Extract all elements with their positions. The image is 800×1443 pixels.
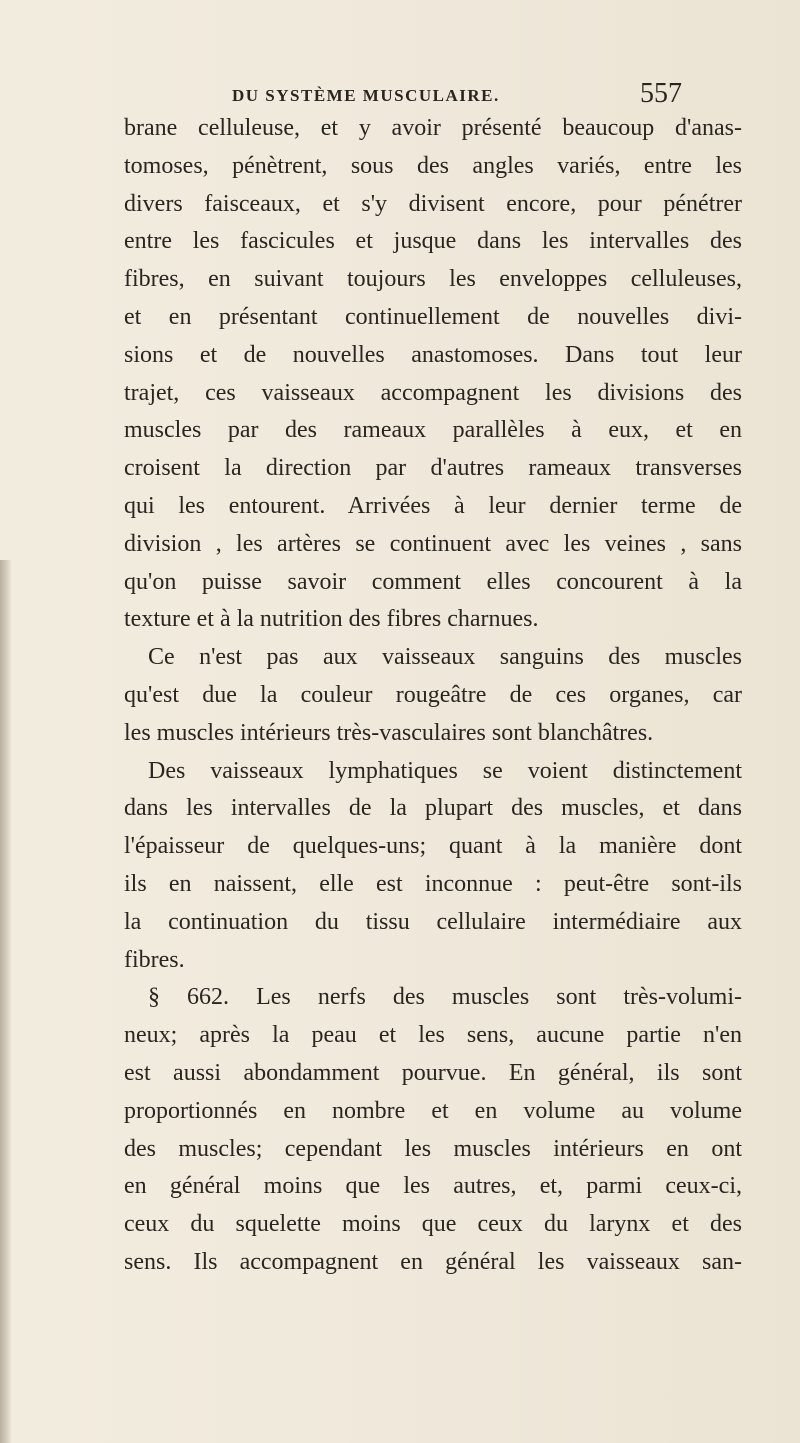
text-line: tomoses, pénètrent, sous des angles variés, entre les bbox=[124, 152, 742, 179]
text-line: muscles par des rameaux parallèles à eux, et en bbox=[124, 417, 742, 444]
section-start-line: § 662. Les nerfs des muscles sont très-volumi- bbox=[148, 984, 742, 1011]
paragraph-start-line: Ce n'est pas aux vaisseaux sanguins des muscles bbox=[148, 644, 742, 671]
text-line: des muscles; cependant les muscles intérieurs en ont bbox=[124, 1135, 742, 1162]
text-line: dans les intervalles de la plupart des muscles, et dans bbox=[124, 795, 742, 822]
text-line: l'épaisseur de quelques-uns; quant à la manière dont bbox=[124, 833, 742, 860]
text-line: neux; après la peau et les sens, aucune partie n'en bbox=[124, 1022, 742, 1049]
text-line: sens. Ils accompagnent en général les vaisseaux san- bbox=[124, 1248, 742, 1275]
page-number: 557 bbox=[640, 78, 682, 109]
text-line: est aussi abondamment pourvue. En général, ils sont bbox=[124, 1059, 742, 1086]
text-line: proportionnés en nombre et en volume au volume bbox=[124, 1097, 742, 1124]
text-line: fibres. bbox=[124, 946, 185, 973]
text-line: les muscles intérieurs très-vasculaires sont blanchâtres. bbox=[124, 719, 654, 746]
text-line: sions et de nouvelles anastomoses. Dans tout leur bbox=[124, 341, 742, 368]
text-line: la continuation du tissu cellulaire intermédiaire aux bbox=[124, 908, 742, 935]
text-line: fibres, en suivant toujours les enveloppes celluleuses, bbox=[124, 266, 742, 293]
running-title: DU SYSTÈME MUSCULAIRE. bbox=[232, 86, 500, 105]
text-line: en général moins que les autres, et, parmi ceux-ci, bbox=[124, 1173, 742, 1200]
text-line: brane celluleuse, et y avoir présenté beaucoup d'anas- bbox=[124, 115, 742, 141]
paragraph-start-line: Des vaisseaux lymphatiques se voient distinctement bbox=[148, 757, 742, 784]
text-line: qu'est due la couleur rougeâtre de ces organes, car bbox=[124, 681, 742, 708]
text-line: qu'on puisse savoir comment elles concourent à la bbox=[124, 568, 742, 595]
text-line: et en présentant continuellement de nouvelles divi- bbox=[124, 303, 742, 330]
text-line: trajet, ces vaisseaux accompagnent les divisions des bbox=[124, 379, 742, 406]
text-line: croisent la direction par d'autres rameaux transverses bbox=[124, 455, 742, 482]
text-line: ceux du squelette moins que ceux du larynx et des bbox=[124, 1211, 742, 1238]
binding-shadow bbox=[0, 560, 12, 1443]
text-line: division , les artères se continuent avec les veines , sans bbox=[124, 530, 742, 557]
text-line: qui les entourent. Arrivées à leur dernier terme de bbox=[124, 492, 742, 519]
text-line: texture et à la nutrition des fibres charnues. bbox=[124, 606, 539, 633]
text-line: ils en naissent, elle est inconnue : peut-être sont-ils bbox=[124, 870, 742, 897]
text-line: divers faisceaux, et s'y divisent encore, pour pénétrer bbox=[124, 190, 742, 217]
text-line: entre les fascicules et jusque dans les intervalles des bbox=[124, 228, 742, 255]
body-text bbox=[124, 110, 742, 1282]
